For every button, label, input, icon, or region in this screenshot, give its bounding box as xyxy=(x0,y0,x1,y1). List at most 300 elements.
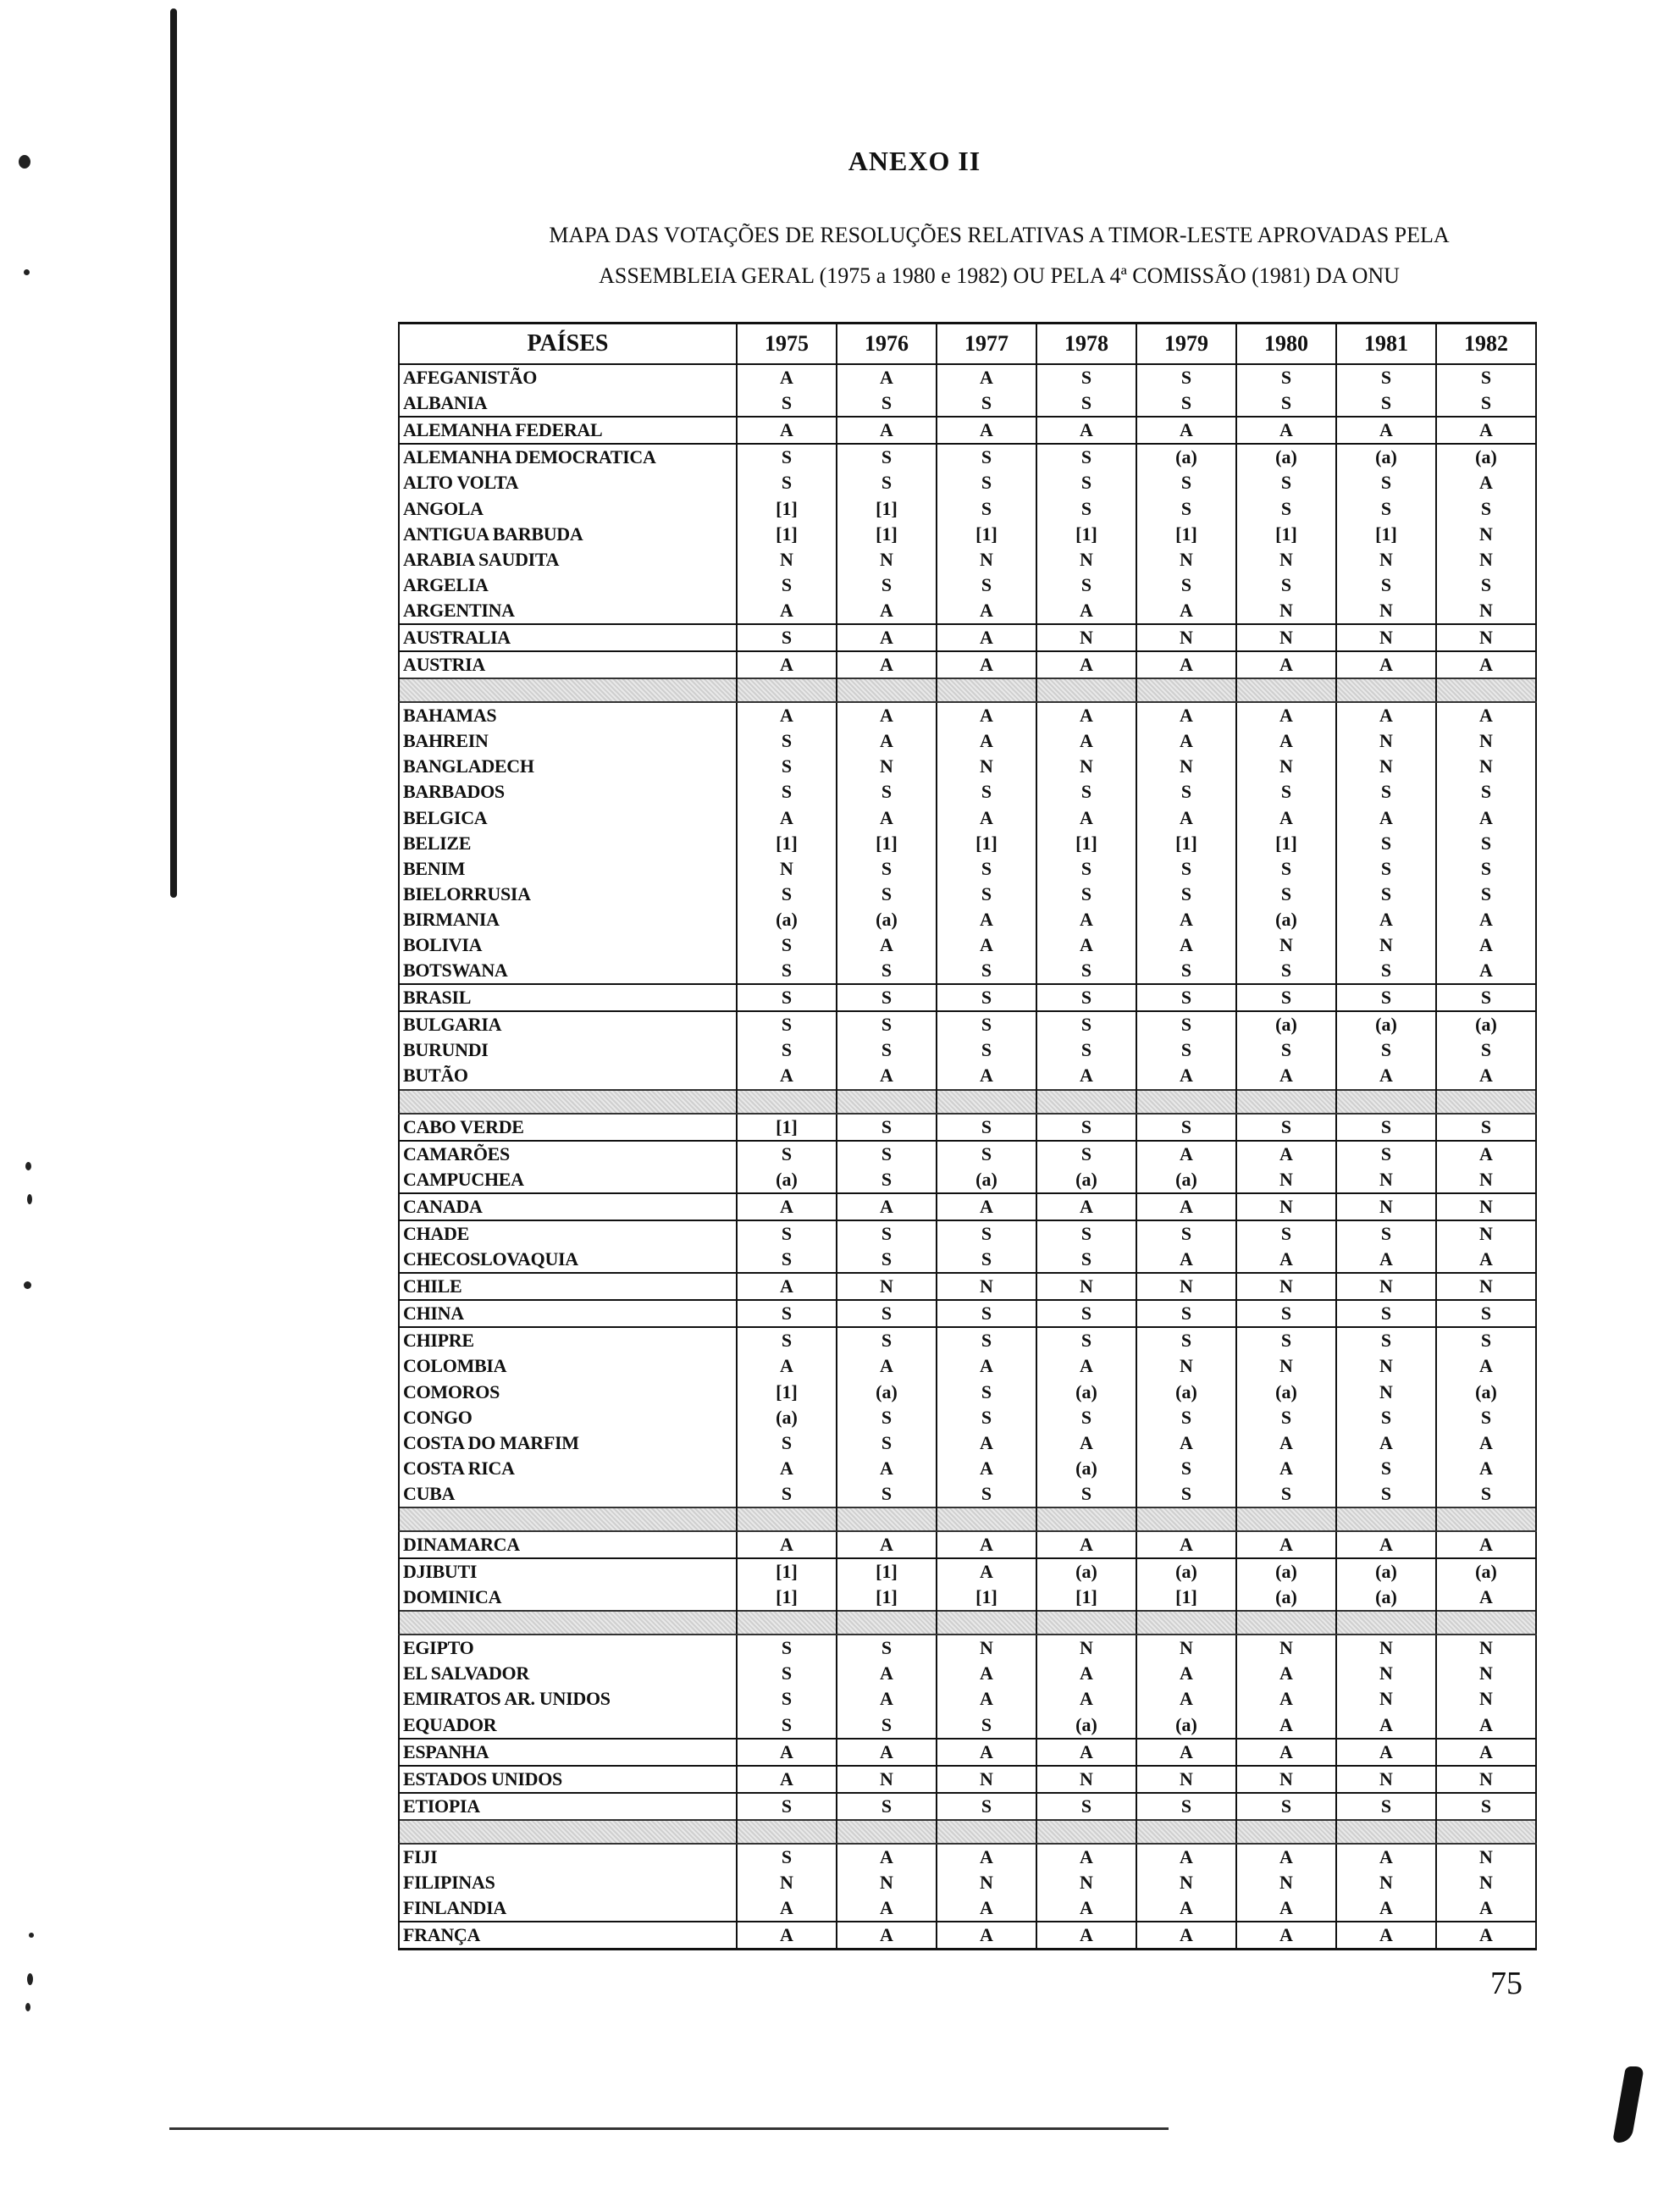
vote-cell: (a) xyxy=(1436,1379,1536,1404)
country-name: CABO VERDE xyxy=(399,1114,737,1141)
country-name: AFEGANISTÃO xyxy=(399,364,737,390)
vote-cell: N xyxy=(1436,1661,1536,1686)
vote-cell: A xyxy=(837,728,937,754)
country-name: BARBADOS xyxy=(399,779,737,805)
vote-cell: A xyxy=(1136,1141,1236,1167)
vote-cell: A xyxy=(1036,1430,1136,1456)
vote-cell: (a) xyxy=(837,907,937,932)
vote-cell: S xyxy=(737,1686,837,1712)
vote-cell: S xyxy=(1336,1037,1436,1063)
vote-cell: N xyxy=(837,1766,937,1793)
country-name: BOLIVIA xyxy=(399,932,737,958)
vote-cell: S xyxy=(1236,1114,1336,1141)
vote-cell: [1] xyxy=(1136,1585,1236,1611)
vote-cell: A xyxy=(937,932,1036,958)
country-name: CANADA xyxy=(399,1193,737,1220)
vote-cell: S xyxy=(737,1247,837,1273)
section-separator-row xyxy=(399,678,1536,702)
separator-cell xyxy=(1336,1507,1436,1531)
vote-cell: S xyxy=(837,1430,937,1456)
vote-cell: S xyxy=(937,573,1036,598)
vote-cell: S xyxy=(737,932,837,958)
vote-cell: A xyxy=(837,1922,937,1950)
vote-cell: S xyxy=(1236,882,1336,907)
vote-cell: A xyxy=(737,1193,837,1220)
country-name: CHINA xyxy=(399,1300,737,1327)
vote-cell: (a) xyxy=(1436,1011,1536,1037)
country-name: ANGOLA xyxy=(399,495,737,521)
vote-cell: A xyxy=(737,702,837,728)
vote-cell: A xyxy=(1236,1922,1336,1950)
separator-cell xyxy=(1136,1820,1236,1844)
vote-cell: N xyxy=(1436,598,1536,624)
separator-cell xyxy=(1136,1611,1236,1635)
vote-cell: S xyxy=(1436,364,1536,390)
table-row xyxy=(399,1766,1536,1793)
separator-cell xyxy=(1436,1090,1536,1114)
vote-cell: A xyxy=(1336,1739,1436,1766)
vote-cell: (a) xyxy=(737,1167,837,1193)
table-row xyxy=(399,547,1536,573)
vote-cell: A xyxy=(1136,1531,1236,1558)
vote-cell: N xyxy=(1236,1273,1336,1300)
vote-cell: N xyxy=(1036,1273,1136,1300)
vote-cell: A xyxy=(837,1353,937,1379)
vote-cell: A xyxy=(1236,1456,1336,1481)
vote-cell: (a) xyxy=(937,1167,1036,1193)
vote-cell: S xyxy=(1336,831,1436,856)
vote-cell: A xyxy=(1036,1739,1136,1766)
separator-cell xyxy=(1236,678,1336,702)
vote-cell: N xyxy=(1436,1273,1536,1300)
vote-cell: S xyxy=(1236,470,1336,495)
header-year: 1979 xyxy=(1136,324,1236,365)
table-row xyxy=(399,728,1536,754)
vote-cell: S xyxy=(1036,390,1136,417)
table-row xyxy=(399,754,1536,779)
vote-cell: A xyxy=(937,1558,1036,1585)
country-name: CHILE xyxy=(399,1273,737,1300)
vote-cell: N xyxy=(737,1870,837,1895)
country-name: ARABIA SAUDITA xyxy=(399,547,737,573)
vote-cell: [1] xyxy=(837,522,937,547)
table-row xyxy=(399,1922,1536,1950)
vote-cell: S xyxy=(737,444,837,470)
country-name: ALBANIA xyxy=(399,390,737,417)
vote-cell: N xyxy=(837,754,937,779)
vote-cell: S xyxy=(1036,958,1136,984)
vote-cell: [1] xyxy=(1036,831,1136,856)
vote-cell: S xyxy=(937,495,1036,521)
vote-cell: A xyxy=(1236,1661,1336,1686)
vote-cell: [1] xyxy=(1036,522,1136,547)
vote-cell: A xyxy=(937,805,1036,831)
vote-cell: [1] xyxy=(737,831,837,856)
vote-cell: A xyxy=(737,417,837,444)
vote-cell: S xyxy=(1436,856,1536,882)
vote-cell: N xyxy=(937,1870,1036,1895)
vote-cell: S xyxy=(837,1712,937,1739)
vote-cell: A xyxy=(937,1063,1036,1089)
separator-cell xyxy=(1036,1820,1136,1844)
vote-cell: S xyxy=(1036,882,1136,907)
separator-cell xyxy=(937,1611,1036,1635)
header-year: 1980 xyxy=(1236,324,1336,365)
table-row xyxy=(399,1661,1536,1686)
vote-cell: A xyxy=(737,598,837,624)
vote-cell: [1] xyxy=(837,1585,937,1611)
separator-cell xyxy=(837,1611,937,1635)
vote-cell: N xyxy=(1436,547,1536,573)
vote-cell: S xyxy=(937,1011,1036,1037)
vote-cell: S xyxy=(737,1793,837,1820)
vote-cell: A xyxy=(1136,805,1236,831)
vote-cell: S xyxy=(1336,390,1436,417)
vote-cell: S xyxy=(1036,470,1136,495)
vote-cell: S xyxy=(737,882,837,907)
vote-cell: S xyxy=(1436,1037,1536,1063)
country-name: DJIBUTI xyxy=(399,1558,737,1585)
vote-cell: A xyxy=(1136,651,1236,678)
table-row xyxy=(399,779,1536,805)
vote-cell: S xyxy=(1136,1456,1236,1481)
separator-cell xyxy=(937,1507,1036,1531)
vote-cell: S xyxy=(1236,779,1336,805)
vote-cell: S xyxy=(937,1114,1036,1141)
vote-cell: N xyxy=(1136,1635,1236,1661)
vote-cell: N xyxy=(1136,1353,1236,1379)
separator-cell xyxy=(399,678,737,702)
separator-cell xyxy=(1336,678,1436,702)
vote-cell: S xyxy=(1236,958,1336,984)
vote-cell: S xyxy=(1036,856,1136,882)
vote-cell: A xyxy=(1336,1844,1436,1870)
country-name: ALEMANHA FEDERAL xyxy=(399,417,737,444)
vote-cell: S xyxy=(1336,1220,1436,1247)
vote-cell: A xyxy=(1436,932,1536,958)
vote-cell: A xyxy=(937,728,1036,754)
table-row xyxy=(399,1895,1536,1922)
vote-cell: A xyxy=(1236,702,1336,728)
vote-cell: A xyxy=(1036,1193,1136,1220)
vote-cell: N xyxy=(937,1635,1036,1661)
vote-cell: A xyxy=(1436,417,1536,444)
vote-cell: S xyxy=(737,1011,837,1037)
vote-cell: S xyxy=(837,1141,937,1167)
scan-speck xyxy=(27,1194,32,1204)
vote-cell: A xyxy=(1436,1922,1536,1950)
vote-cell: N xyxy=(1036,624,1136,651)
scan-bottom-line xyxy=(169,2127,1169,2130)
vote-cell: S xyxy=(1336,1405,1436,1430)
vote-cell: A xyxy=(1336,1712,1436,1739)
vote-cell: N xyxy=(1336,1379,1436,1404)
vote-cell: S xyxy=(1436,573,1536,598)
table-row xyxy=(399,1430,1536,1456)
vote-cell: S xyxy=(837,856,937,882)
vote-cell: A xyxy=(1236,1686,1336,1712)
vote-cell: S xyxy=(937,1379,1036,1404)
vote-cell: A xyxy=(1136,1430,1236,1456)
vote-cell: A xyxy=(1136,1063,1236,1089)
vote-cell: A xyxy=(937,702,1036,728)
table-row xyxy=(399,907,1536,932)
vote-cell: S xyxy=(1036,573,1136,598)
separator-cell xyxy=(1436,1611,1536,1635)
table-row xyxy=(399,1141,1536,1167)
vote-cell: N xyxy=(937,547,1036,573)
table-row xyxy=(399,1686,1536,1712)
vote-cell: [1] xyxy=(1136,522,1236,547)
table-row xyxy=(399,882,1536,907)
country-name: FRANÇA xyxy=(399,1922,737,1950)
vote-cell: S xyxy=(1236,495,1336,521)
vote-cell: S xyxy=(837,1405,937,1430)
vote-cell: S xyxy=(1036,1327,1136,1353)
table-row xyxy=(399,1585,1536,1611)
country-name: ARGELIA xyxy=(399,573,737,598)
vote-cell: A xyxy=(1136,417,1236,444)
vote-cell: S xyxy=(737,470,837,495)
vote-cell: N xyxy=(1436,1635,1536,1661)
vote-cell: [1] xyxy=(837,831,937,856)
separator-cell xyxy=(1036,1611,1136,1635)
vote-cell: (a) xyxy=(1136,1379,1236,1404)
vote-cell: A xyxy=(1336,805,1436,831)
country-name: BULGARIA xyxy=(399,1011,737,1037)
table-row xyxy=(399,1870,1536,1895)
vote-cell: N xyxy=(1136,1273,1236,1300)
vote-cell: S xyxy=(937,958,1036,984)
vote-cell: S xyxy=(737,728,837,754)
vote-cell: (a) xyxy=(837,1379,937,1404)
vote-cell: A xyxy=(937,1531,1036,1558)
vote-cell: (a) xyxy=(1036,1712,1136,1739)
vote-cell: A xyxy=(937,907,1036,932)
vote-cell: S xyxy=(1236,1327,1336,1353)
vote-cell: N xyxy=(1436,1766,1536,1793)
vote-cell: A xyxy=(837,598,937,624)
table-header-row xyxy=(399,324,1536,365)
vote-cell: S xyxy=(1436,1300,1536,1327)
vote-cell: S xyxy=(1336,779,1436,805)
vote-cell: S xyxy=(1136,1793,1236,1820)
vote-cell: A xyxy=(1336,702,1436,728)
vote-cell: A xyxy=(1236,728,1336,754)
vote-cell: A xyxy=(1436,651,1536,678)
vote-cell: A xyxy=(1236,1531,1336,1558)
vote-cell: S xyxy=(737,958,837,984)
vote-cell: A xyxy=(837,1739,937,1766)
table-row xyxy=(399,573,1536,598)
vote-cell: S xyxy=(837,444,937,470)
country-name: AUSTRALIA xyxy=(399,624,737,651)
vote-cell: S xyxy=(837,1247,937,1273)
table-row xyxy=(399,1037,1536,1063)
vote-cell: A xyxy=(1036,1895,1136,1922)
vote-cell: S xyxy=(1136,958,1236,984)
vote-cell: (a) xyxy=(1036,1558,1136,1585)
vote-cell: S xyxy=(1136,390,1236,417)
vote-cell: S xyxy=(1336,573,1436,598)
vote-cell: A xyxy=(1036,598,1136,624)
vote-cell: N xyxy=(1336,1635,1436,1661)
table-row xyxy=(399,1531,1536,1558)
vote-cell: [1] xyxy=(737,1585,837,1611)
vote-cell: A xyxy=(1236,1247,1336,1273)
header-year: 1981 xyxy=(1336,324,1436,365)
vote-cell: S xyxy=(837,779,937,805)
vote-cell: A xyxy=(1136,1247,1236,1273)
page-number: 75 xyxy=(1490,1966,1522,2001)
vote-cell: (a) xyxy=(1036,1456,1136,1481)
vote-cell: S xyxy=(837,470,937,495)
vote-cell: S xyxy=(1236,364,1336,390)
vote-cell: S xyxy=(1436,779,1536,805)
separator-cell xyxy=(1236,1611,1336,1635)
vote-cell: S xyxy=(1036,1793,1136,1820)
vote-cell: A xyxy=(837,364,937,390)
separator-cell xyxy=(1436,1820,1536,1844)
table-row xyxy=(399,932,1536,958)
country-name: AUSTRIA xyxy=(399,651,737,678)
vote-cell: S xyxy=(837,882,937,907)
vote-cell: S xyxy=(837,390,937,417)
vote-cell: (a) xyxy=(1336,1585,1436,1611)
table-row xyxy=(399,495,1536,521)
vote-cell: S xyxy=(1236,1300,1336,1327)
vote-cell: N xyxy=(1436,754,1536,779)
vote-cell: A xyxy=(1436,1247,1536,1273)
vote-cell: S xyxy=(737,1220,837,1247)
header-countries: PAÍSES xyxy=(399,324,737,365)
table-row xyxy=(399,1273,1536,1300)
vote-cell: N xyxy=(737,547,837,573)
table-row xyxy=(399,805,1536,831)
vote-cell: S xyxy=(737,1844,837,1870)
vote-cell: (a) xyxy=(1236,1379,1336,1404)
vote-cell: S xyxy=(1236,390,1336,417)
country-name: CUBA xyxy=(399,1481,737,1507)
vote-cell: A xyxy=(1136,1844,1236,1870)
table-row xyxy=(399,1220,1536,1247)
vote-cell: A xyxy=(1036,1353,1136,1379)
table-row xyxy=(399,1481,1536,1507)
country-name: BUTÃO xyxy=(399,1063,737,1089)
vote-cell: A xyxy=(937,1193,1036,1220)
vote-cell: S xyxy=(937,390,1036,417)
vote-cell: [1] xyxy=(1036,1585,1136,1611)
separator-cell xyxy=(399,1507,737,1531)
table-row xyxy=(399,522,1536,547)
country-name: EMIRATOS AR. UNIDOS xyxy=(399,1686,737,1712)
vote-cell: S xyxy=(937,1247,1036,1273)
vote-cell: N xyxy=(1136,547,1236,573)
vote-cell: A xyxy=(1036,1661,1136,1686)
vote-cell: N xyxy=(1436,522,1536,547)
country-name: CHIPRE xyxy=(399,1327,737,1353)
vote-cell: A xyxy=(1136,1193,1236,1220)
separator-cell xyxy=(737,678,837,702)
separator-cell xyxy=(837,678,937,702)
vote-cell: S xyxy=(937,1712,1036,1739)
vote-cell: A xyxy=(737,651,837,678)
vote-cell: (a) xyxy=(1136,1167,1236,1193)
vote-cell: A xyxy=(837,1661,937,1686)
header-year: 1975 xyxy=(737,324,837,365)
vote-cell: A xyxy=(737,1456,837,1481)
vote-cell: (a) xyxy=(1036,1379,1136,1404)
vote-cell: (a) xyxy=(1036,1167,1136,1193)
vote-cell: A xyxy=(1336,1247,1436,1273)
vote-cell: S xyxy=(737,1037,837,1063)
vote-cell: A xyxy=(1336,907,1436,932)
vote-cell: S xyxy=(1036,444,1136,470)
separator-cell xyxy=(1036,1507,1136,1531)
vote-cell: N xyxy=(937,754,1036,779)
table-row xyxy=(399,1327,1536,1353)
table-row xyxy=(399,1379,1536,1404)
vote-cell: S xyxy=(737,1430,837,1456)
vote-cell: A xyxy=(737,1895,837,1922)
vote-cell: A xyxy=(1236,651,1336,678)
vote-cell: N xyxy=(1436,1870,1536,1895)
separator-cell xyxy=(1136,1090,1236,1114)
vote-cell: [1] xyxy=(1236,522,1336,547)
country-name: BRASIL xyxy=(399,984,737,1011)
vote-cell: S xyxy=(1036,1011,1136,1037)
section-separator-row xyxy=(399,1611,1536,1635)
vote-cell: N xyxy=(1036,1766,1136,1793)
vote-cell: S xyxy=(737,1661,837,1686)
vote-cell: N xyxy=(1036,547,1136,573)
country-name: EQUADOR xyxy=(399,1712,737,1739)
separator-cell xyxy=(737,1820,837,1844)
table-row xyxy=(399,1635,1536,1661)
vote-cell: A xyxy=(1436,1063,1536,1089)
scan-speck xyxy=(25,1162,31,1170)
vote-cell: [1] xyxy=(737,495,837,521)
vote-cell: S xyxy=(1036,1141,1136,1167)
vote-cell: S xyxy=(737,1481,837,1507)
separator-cell xyxy=(1036,1090,1136,1114)
country-name: ALTO VOLTA xyxy=(399,470,737,495)
vote-cell: (a) xyxy=(1236,1558,1336,1585)
country-name: COSTA DO MARFIM xyxy=(399,1430,737,1456)
vote-cell: A xyxy=(1436,1353,1536,1379)
vote-cell: N xyxy=(1336,1273,1436,1300)
vote-cell: A xyxy=(1436,1141,1536,1167)
vote-cell: A xyxy=(837,1456,937,1481)
vote-cell: S xyxy=(1436,1481,1536,1507)
vote-cell: S xyxy=(1236,573,1336,598)
vote-cell: S xyxy=(1036,1405,1136,1430)
vote-cell: S xyxy=(737,573,837,598)
vote-cell: A xyxy=(837,624,937,651)
country-name: BAHREIN xyxy=(399,728,737,754)
vote-cell: S xyxy=(737,1141,837,1167)
country-name: COLOMBIA xyxy=(399,1353,737,1379)
separator-cell xyxy=(1136,1507,1236,1531)
document-subtitle-line-2: ASSEMBLEIA GERAL (1975 a 1980 e 1982) OU PELA 4ª COMISSÃO (1981) DA ONU xyxy=(599,263,1400,288)
vote-cell: N xyxy=(1236,1766,1336,1793)
table-row xyxy=(399,470,1536,495)
table-row xyxy=(399,598,1536,624)
vote-cell: S xyxy=(1336,1793,1436,1820)
table-row xyxy=(399,1353,1536,1379)
vote-cell: [1] xyxy=(1336,522,1436,547)
vote-cell: S xyxy=(837,1167,937,1193)
